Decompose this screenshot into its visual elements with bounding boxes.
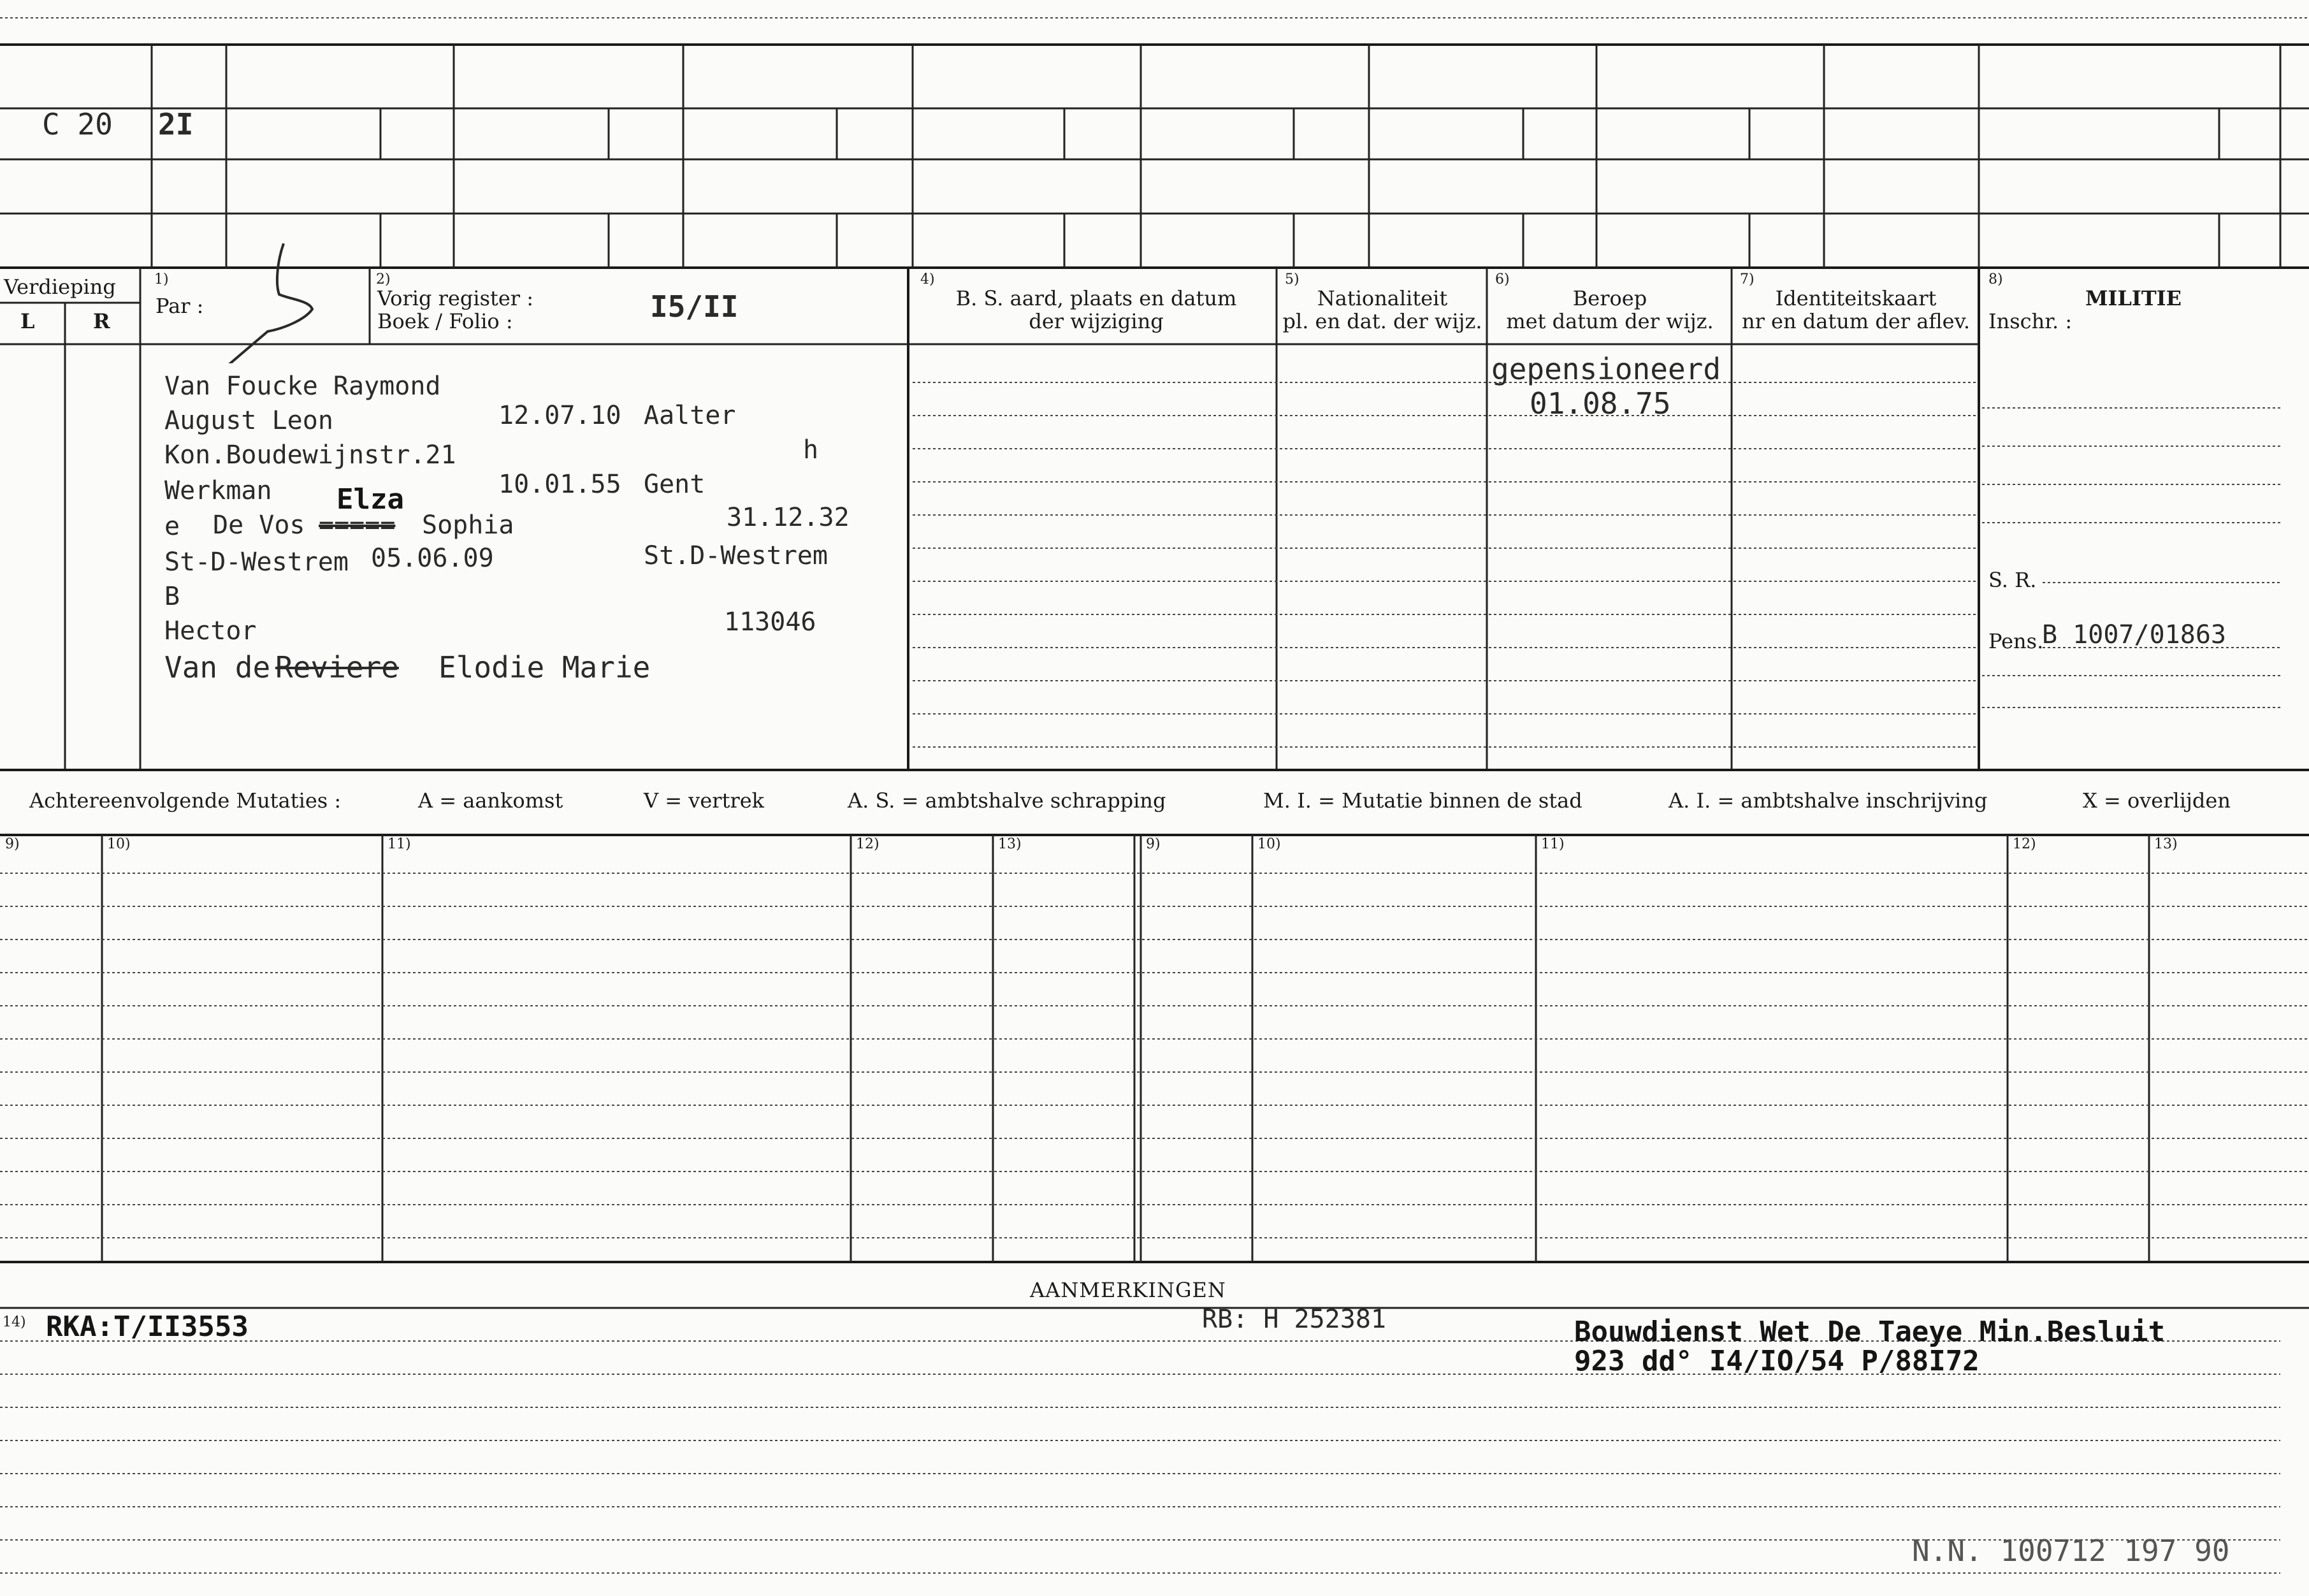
person-birth-place: Aalter [644,401,736,430]
spouse-place-2: St.D-Westrem [644,541,828,570]
remark-line-1: Bouwdienst Wet De Taeye Min.Besluit [1574,1316,2166,1348]
vorig-label-2: Boek / Folio : [377,309,513,333]
person-birth-date: 12.07.10 [498,401,621,430]
mil-title: MILITIE [2085,286,2182,310]
beroep-entry-date: 01.08.75 [1530,386,1671,421]
bs-number: 4) [920,272,935,287]
legend-as: A. S. = ambtshalve schrapping [848,788,1166,813]
person-marriage-place: Gent [644,470,706,499]
legend-a: A = aankomst [418,788,563,813]
sr-label: S. R. [1988,568,2037,592]
vorig-label-1: Vorig register : [377,286,534,310]
legend-mi: M. I. = Mutatie binnen de stad [1263,788,1582,813]
legend-v: V = vertrek [644,788,765,813]
spouse-name-insert: Elza [337,483,404,516]
nat-label-1: Nationaliteit [1317,286,1448,310]
mother-prefix: Van de [164,650,271,685]
par-label: Par : [156,294,204,318]
id-label-1: Identiteitskaart [1775,286,1937,310]
mother-struck-name: Reviere [275,650,399,685]
spouse-birth-date: 31.12.32 [727,503,850,532]
verdieping-label: Verdieping [4,275,116,299]
spouse-birth-place: St-D-Westrem [164,548,349,577]
spouse-prefix: e [164,512,180,541]
pens-label: Pens. [1988,629,2044,653]
father-name: Hector [164,616,257,646]
spouse-date-2: 05.06.09 [371,544,494,573]
mutation-col-header: 9) [5,836,20,852]
beroep-label-1: Beroep [1572,286,1647,310]
mutation-col-header: 11) [1541,836,1565,852]
bs-label-1: B. S. aard, plaats en datum [955,286,1237,310]
nat-label-2: pl. en dat. der wijz. [1282,309,1482,333]
rka-number: RKA:T/II3553 [46,1310,249,1343]
person-address-mark: h [803,435,819,465]
par-number: 1) [154,272,169,287]
nn-number: N.N. 100712 197 90 [1912,1534,2230,1568]
pens-value: B 1007/01863 [2042,620,2226,649]
spouse-firstname: Sophia [422,511,514,540]
aanmerkingen-title: AANMERKINGEN [1030,1278,1226,1302]
id-label-2: nr en datum der aflev. [1741,309,1971,333]
mil-number: 8) [1988,272,2003,287]
aanmerkingen-number: 14) [3,1314,26,1330]
id-number: 7) [1740,272,1755,287]
mutation-col-header: 9) [1146,836,1161,852]
inschr-label: Inschr. : [1988,309,2073,333]
remark-line-2: 923 dd° I4/IO/54 P/88I72 [1574,1345,1980,1377]
mutation-col-header: 12) [2013,836,2036,852]
legend-title: Achtereenvolgende Mutaties : [29,788,342,813]
person-occupation: Werkman [164,476,272,505]
person-b-mark: B [164,582,180,611]
card-code: C 20 [42,107,113,141]
mutation-col-header: 10) [107,836,131,852]
person-name: Van Foucke Raymond [164,372,441,401]
bs-label-2: der wijziging [1029,309,1164,333]
r-label: R [93,309,110,333]
beroep-label-2: met datum der wijz. [1506,309,1714,333]
mutation-col-header: 10) [1257,836,1281,852]
reference-number: 113046 [724,607,816,637]
mutation-col-header: 13) [998,836,1022,852]
vorig-value: I5/II [650,289,739,324]
mutation-col-header: 11) [387,836,411,852]
vorig-number: 2) [376,272,391,287]
legend-ai: A. I. = ambtshalve inschrijving [1668,788,1988,813]
spouse-surname: De Vos [213,511,305,540]
l-label: L [20,309,35,333]
beroep-entry-job: gepensioneerd [1491,352,1721,386]
mutation-col-header: 13) [2154,836,2178,852]
mother-firstnames: Elodie Marie [438,650,651,685]
card-number: 2I [158,107,194,141]
mutation-col-header: 12) [856,836,879,852]
person-marriage-date: 10.01.55 [498,470,621,499]
rb-number: RB: H 252381 [1202,1305,1386,1334]
legend-x: X = overlijden [2083,788,2231,813]
person-address: Kon.Boudewijnstr.21 [164,440,456,470]
spouse-struck-name: ===== [319,511,396,540]
nat-number: 5) [1285,272,1299,287]
person-firstnames: August Leon [164,406,333,435]
beroep-number: 6) [1495,272,1510,287]
